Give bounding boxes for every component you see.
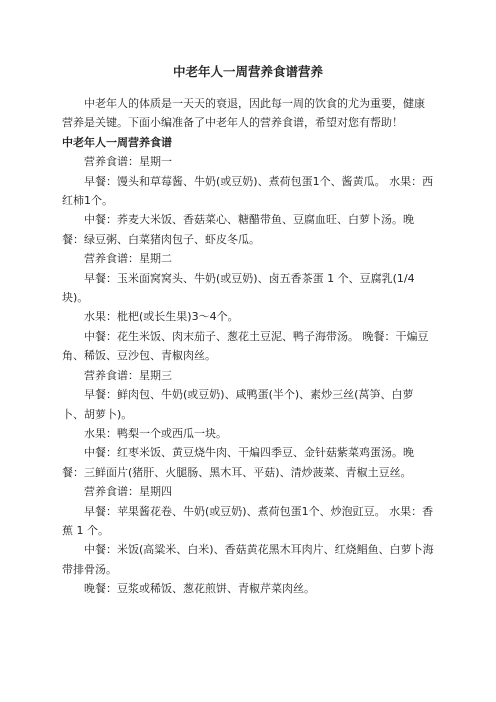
paragraph-day4-breakfast: 早餐：苹果酱花卷、牛奶(或豆奶)、煮荷包蛋1个、炒泡豇豆。 水果：香蕉 1 个。 bbox=[62, 504, 434, 537]
paragraph-day4-dinner: 晚餐：豆浆或稀饭、葱花煎饼、青椒芹菜肉丝。 bbox=[84, 582, 315, 596]
paragraph-day2-breakfast: 早餐：玉米面窝窝头、牛奶(或豆奶)、卤五香茶蛋 1 个、豆腐乳(1/4 块)。 bbox=[62, 271, 415, 305]
paragraph-day3-breakfast: 早餐：鲜肉包、牛奶(或豆奶)、咸鸭蛋(半个)、素炒三丝(莴笋、白萝卜、胡萝卜)。 bbox=[62, 388, 414, 421]
paragraph-day2-heading: 营养食谱：星期二 bbox=[84, 252, 172, 266]
paragraph-day3-fruit: 水果：鸭梨一个或西瓜一块。 bbox=[84, 426, 227, 440]
paragraph-day4-lunch: 中餐：米饭(高粱米、白米)、香菇黄花黑木耳肉片、红烧鲳鱼、白萝卜海带排骨汤。 bbox=[62, 543, 434, 576]
paragraph-day3-heading: 营养食谱：星期三 bbox=[84, 368, 172, 382]
paragraph-day1-breakfast: 早餐：馒头和草莓酱、牛奶(或豆奶)、煮荷包蛋1个、酱黄瓜。 水果：西红柿1个。 bbox=[62, 174, 434, 208]
paragraph-day1-heading: 营养食谱：星期一 bbox=[84, 155, 172, 169]
paragraph-day4-heading: 营养食谱：星期四 bbox=[84, 485, 172, 499]
page-title: 中老年人一周营养食谱营养 bbox=[172, 64, 323, 79]
section-heading: 中老年人一周营养食谱 bbox=[62, 135, 172, 149]
paragraph-day3-lunch-dinner: 中餐：红枣米饭、黄豆烧牛肉、干煸四季豆、金针菇紫菜鸡蛋汤。晚餐：三鲜面片(猪肝、火腿肠、黑木耳、平菇)、清炒菠菜、青椒土豆丝。 bbox=[62, 446, 414, 479]
intro-paragraph: 中老年人的体质是一天天的衰退，因此每一周的饮食的尤为重要，健康营养是关键。下面小编准备了中老年人的营养食谱，希望对您有帮助！ bbox=[62, 97, 425, 130]
paragraph-day1-lunch-dinner: 中餐：荞麦大米饭、香菇菜心、糖醋带鱼、豆腐血旺、白萝卜汤。晚餐：绿豆粥、白菜猪肉包子、虾皮冬瓜。 bbox=[62, 213, 414, 246]
paragraph-day2-lunch-dinner: 中餐：花生米饭、肉末茄子、葱花土豆泥、鸭子海带汤。 晚餐：干煸豆角、稀饭、豆沙包、青椒肉丝。 bbox=[62, 329, 429, 363]
paragraph-day2-fruit: 水果：枇杷(或长生果)3～4个。 bbox=[84, 310, 239, 324]
